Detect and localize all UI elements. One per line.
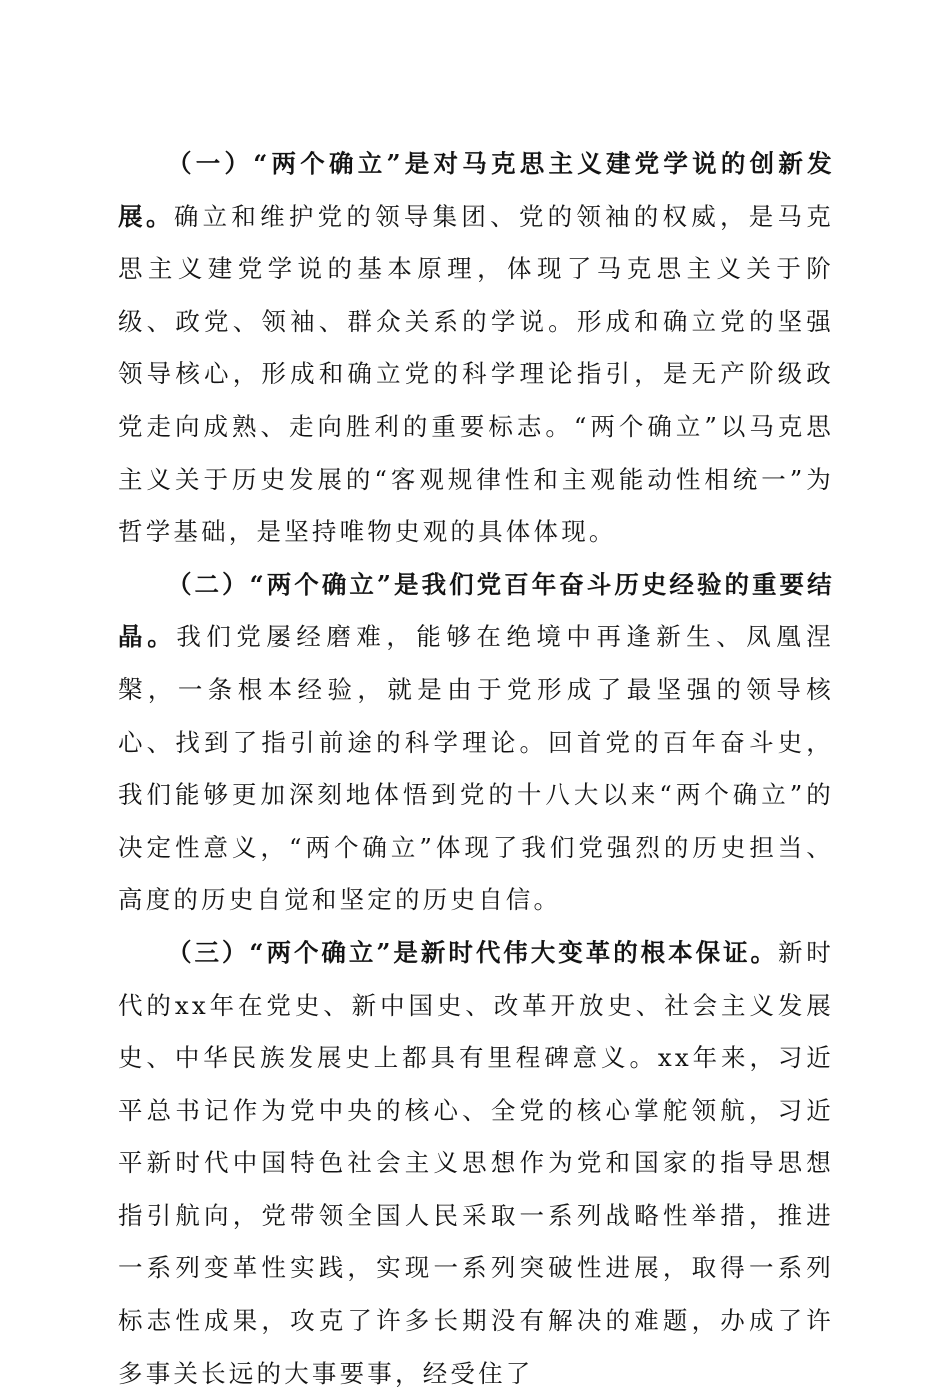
paragraph-2-text: 我们党屡经磨难，能够在绝境中再逢新生、凤凰涅槃，一条根本经验，就是由于党形成了最坚强的领导核心、找到了指引前途的科学理论。回首党的百年奋斗史，我们能够更加深刻地体悟到党的十八大以来“两个确立”的决定性意义，“两个确立”体现了我们党强烈的历史担当、高度的历史自觉和坚定的历史自信。	[118, 622, 834, 915]
document-body	[118, 138, 834, 1400]
paragraph-2-heading: （二）“两个确立”是我们党百年奋斗历史经验的重要结晶。	[118, 569, 834, 652]
paragraph-1-text: 确立和维护党的领导集团、党的领袖的权威，是马克思主义建党学说的基本原理，体现了马克思主义关于阶级、政党、领袖、群众关系的学说。形成和确立党的坚强领导核心，形成和确立党的科学理论指引，是无产阶级政党走向成熟、走向胜利的重要标志。“两个确立”以马克思主义关于历史发展的“客观规律性和主观能动性相统一”为哲学基础，是坚持唯物史观的具体体现。	[118, 201, 834, 547]
paragraph-3-text: 新时代的xx年在党史、新中国史、改革开放史、社会主义发展史、中华民族发展史上都具有里程碑意义。xx年来，习近平总书记作为党中央的核心、全党的核心掌舵领航，习近平新时代中国特色社会主义思想作为党和国家的指导思想指引航向，党带领全国人民采取一系列战略性举措，推进一系列变革性实践，实现一系列突破性进展，取得一系列标志性成果，攻克了许多长期没有解决的难题，办成了许多事关长远的大事要事，经受住了	[118, 937, 834, 1388]
paragraph-3-heading: （三）“两个确立”是新时代伟大变革的根本保证。	[167, 937, 779, 967]
paragraph-3	[118, 927, 834, 1400]
paragraph-1-heading: （一）“两个确立”是对马克思主义建党学说的创新发展。	[118, 149, 834, 231]
paragraph-2	[118, 559, 834, 927]
paragraph-1	[118, 138, 834, 559]
